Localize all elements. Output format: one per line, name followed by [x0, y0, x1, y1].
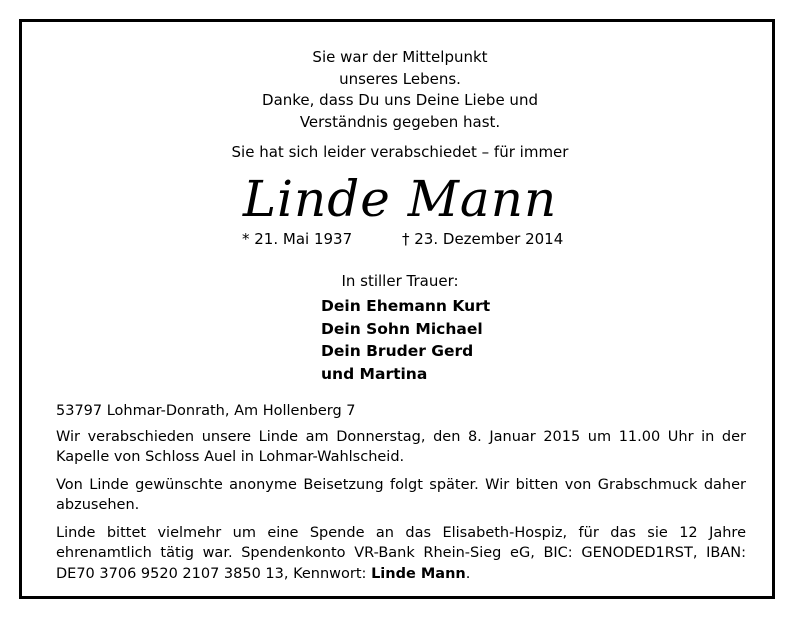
donation-end: .: [465, 565, 471, 582]
mourner: Dein Sohn Michael: [321, 319, 483, 338]
donation-text: Linde bittet vielmehr um eine Spende an das Elisabeth-Hospiz, für das sie 12 Jahre ehrenamtlich tätig war. Spendenkonto VR-Bank Rhein-Sieg eG, BIC: GENODED1RST, IBAN: DE70 3706 9520 2107 3850 13, Kennwort:: [56, 524, 746, 582]
verse-line: Danke, dass Du uns Deine Liebe und: [262, 91, 538, 109]
family-address: 53797 Lohmar-Donrath, Am Hollenberg 7: [56, 403, 356, 419]
mourner: Dein Bruder Gerd: [321, 342, 474, 360]
funeral-info: Wir verabschieden unsere Linde am Donnerstag, den 8. Januar 2015 um 11.00 Uhr in der Kapelle von Schloss Auel in Lohmar-Wahlscheid.: [56, 428, 746, 465]
mourner: und Martina: [321, 364, 428, 383]
death-date: † 23. Dezember 2014: [402, 230, 564, 248]
donation-info: [56, 523, 746, 585]
verse-line: Sie war der Mittelpunkt: [312, 48, 488, 66]
verse-line: unseres Lebens.: [339, 69, 461, 88]
donation-keyword: Linde Mann: [371, 565, 466, 582]
verse-line: Verständnis gegeben hast.: [299, 112, 501, 131]
mourning-label: In stiller Trauer:: [341, 272, 459, 290]
memorial-verse: [0, 47, 800, 133]
birth-date: * 21. Mai 1937: [242, 230, 353, 248]
mourners-list: [321, 295, 490, 385]
farewell-line: Sie hat sich leider verabschiedet – für immer: [231, 143, 569, 161]
burial-info: Von Linde gewünschte anonyme Beisetzung folgt später. Wir bitten von Grabschmuck daher abzusehen.: [56, 476, 746, 513]
notice-details: [56, 401, 746, 591]
deceased-name: Linde Mann: [242, 170, 558, 228]
mourner: Dein Ehemann Kurt: [321, 297, 491, 315]
